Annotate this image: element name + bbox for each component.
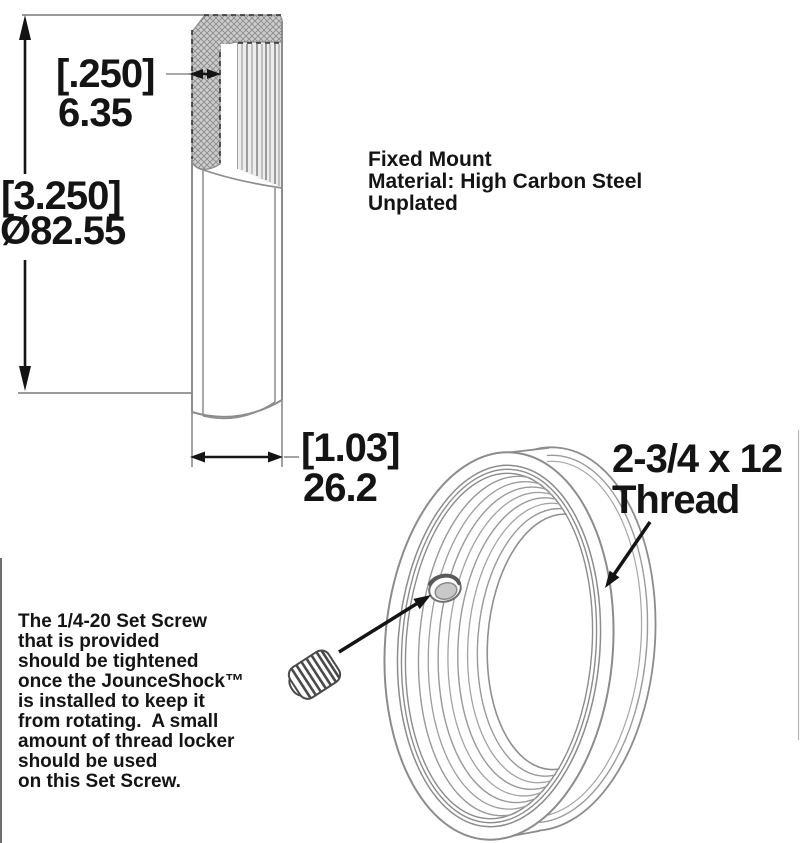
set-screw-note [18,612,244,792]
outer-diameter-inch-label: [3.250] [1,174,121,218]
part-finish: Unplated [368,192,458,215]
note-line-3: should be tightened [18,651,199,672]
part-info-block [368,149,642,215]
note-line-4: once the JounceShock™ [18,671,244,692]
width-inch-label: [1.03] [301,426,400,470]
note-line-8: should be used [18,751,158,772]
width-metric-label: 26.2 [303,466,377,510]
side-section-view [192,15,282,419]
note-line-6: from rotating. A small [18,711,219,732]
bore-surface [221,44,238,168]
thread-size: 2-3/4 x 12 [612,437,783,481]
note-line-2: that is provided [18,631,160,652]
note-line-9: on this Set Screw. [18,771,181,792]
thread-word: Thread [612,478,740,522]
part-name: Fixed Mount [368,148,492,171]
width-dimension [190,398,299,467]
wall-thickness-inch-label: [.250] [56,52,155,96]
set-screw [282,647,343,704]
note-line-5: is installed to keep it [18,691,205,712]
part-material: Material: High Carbon Steel [368,170,643,193]
outer-diameter-metric-label: Ø82.55 [0,209,126,253]
thread-spec-label [612,439,782,521]
note-line-1: The 1/4-20 Set Screw [18,611,208,632]
wall-thickness-metric-label: 6.35 [58,91,132,135]
note-line-7: amount of thread locker [18,731,235,752]
